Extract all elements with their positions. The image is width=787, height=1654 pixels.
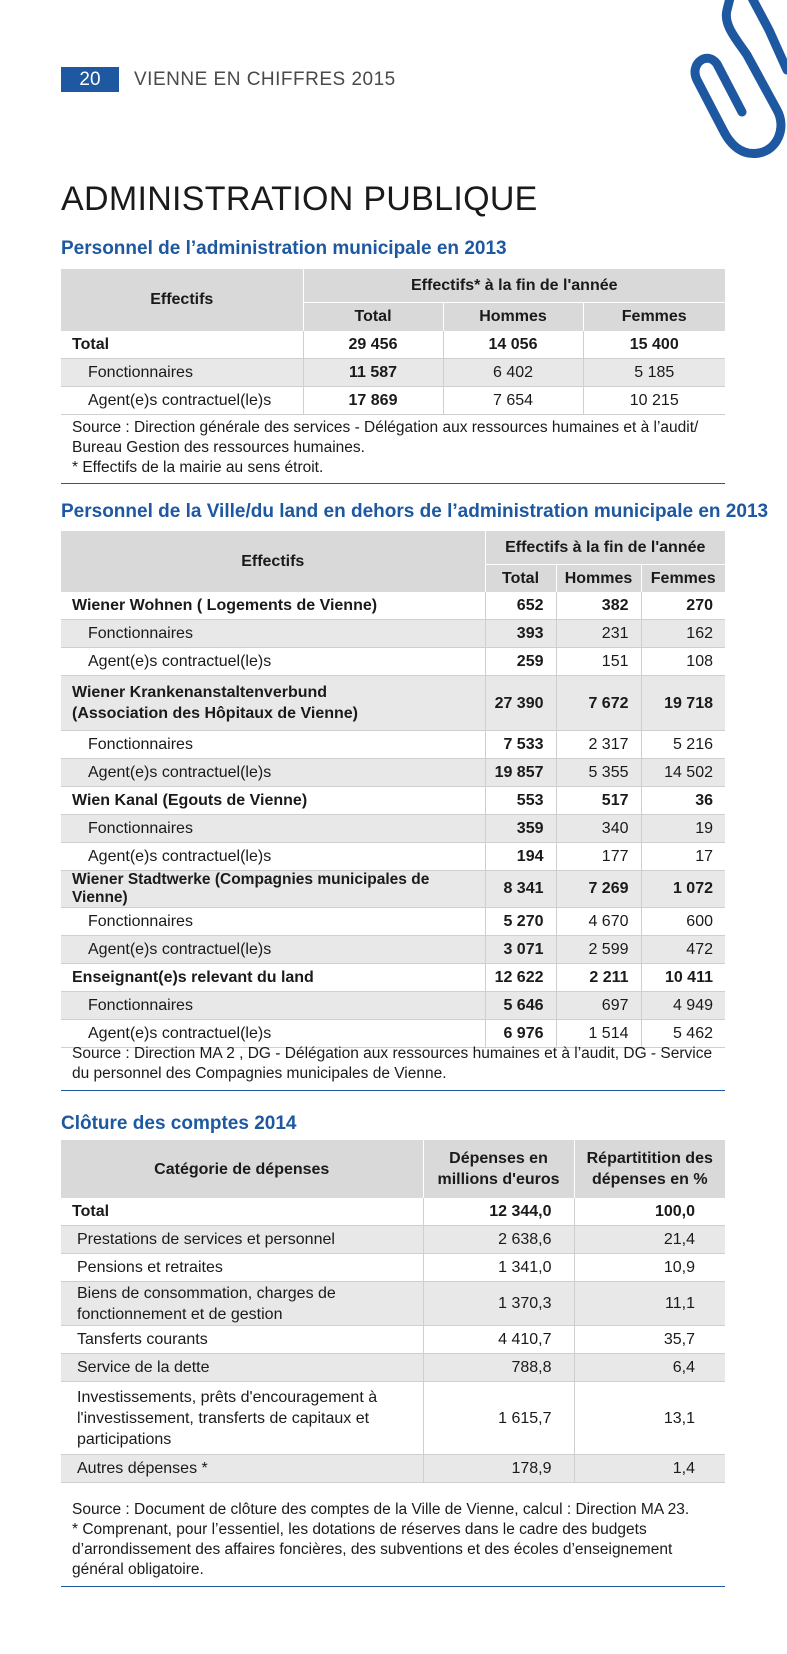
table-row: [61, 871, 725, 908]
cell-hommes: 697: [556, 992, 641, 1020]
row-label-line: Investissements, prêts d'encouragement à: [77, 1388, 378, 1406]
table2-head-group: Effectifs à la fin de l'année: [485, 531, 725, 565]
cell-hommes: 7 672: [556, 676, 641, 731]
page-header: [61, 67, 396, 92]
cell-repartition: 100,0: [574, 1198, 725, 1226]
row-label: Enseignant(e)s relevant du land: [61, 964, 485, 992]
table2-rule: [61, 1090, 725, 1091]
cell-hommes: 14 056: [443, 331, 583, 359]
row-label: Pensions et retraites: [61, 1254, 423, 1282]
paperclip-icon: [627, 0, 787, 165]
row-label: Autres dépenses *: [61, 1455, 423, 1483]
cell-femmes: 14 502: [641, 759, 725, 787]
page-number: 20: [61, 67, 119, 92]
cell-depenses: 178,9: [423, 1455, 574, 1483]
row-label-line: fonctionnement et de gestion: [77, 1305, 283, 1323]
cell-hommes: 2 317: [556, 731, 641, 759]
cell-total: 259: [485, 648, 556, 676]
table2-head-effectifs: Effectifs: [61, 531, 485, 592]
cell-hommes: 151: [556, 648, 641, 676]
source-line: Source : Document de clôture des comptes de la Ville de Vienne, calcul : Direction MA 23.: [72, 1501, 690, 1518]
cell-hommes: 382: [556, 592, 641, 620]
cell-repartition: 13,1: [574, 1382, 725, 1455]
table1-head-effectifs: Effectifs: [61, 269, 303, 331]
cell-total: 194: [485, 843, 556, 871]
source-line: du personnel des Compagnies municipales de Vienne.: [72, 1065, 447, 1082]
table1-rule: [61, 483, 725, 484]
cell-femmes: 17: [641, 843, 725, 871]
footnote: * Comprenant, pour l’essentiel, les dotations de réserves dans le cadre des budgets: [72, 1521, 647, 1538]
table1-col-total: Total: [303, 303, 443, 332]
cell-total: 11 587: [303, 359, 443, 387]
row-label: Agent(e)s contractuel(le)s: [61, 648, 485, 676]
table3-title: Clôture des comptes 2014: [61, 1113, 297, 1134]
cell-depenses: 1 615,7: [423, 1382, 574, 1455]
cell-femmes: 19: [641, 815, 725, 843]
source-line: Source : Direction MA 2 , DG - Délégation aux ressources humaines et à l’audit, DG - Service: [72, 1045, 713, 1062]
cell-repartition: 11,1: [574, 1282, 725, 1326]
cell-femmes: 10 215: [583, 387, 725, 415]
cell-depenses: 1 341,0: [423, 1254, 574, 1282]
table1-source: [72, 418, 698, 478]
table-row: [61, 1282, 725, 1326]
table-row: [61, 992, 725, 1020]
table-row: [61, 620, 725, 648]
table-row: [61, 1455, 725, 1483]
row-label: [61, 1282, 423, 1326]
table-row: [61, 787, 725, 815]
cell-femmes: 270: [641, 592, 725, 620]
cell-depenses: 1 370,3: [423, 1282, 574, 1326]
table-row: [61, 908, 725, 936]
table-row: [61, 843, 725, 871]
table-row: [61, 1198, 725, 1226]
publication-title: VIENNE EN CHIFFRES 2015: [134, 68, 396, 90]
cell-repartition: 10,9: [574, 1254, 725, 1282]
cell-hommes: 517: [556, 787, 641, 815]
head-line: millions d'euros: [437, 1171, 560, 1188]
table-row: [61, 936, 725, 964]
cell-depenses: 2 638,6: [423, 1226, 574, 1254]
row-label: Fonctionnaires: [61, 359, 303, 387]
table-row: [61, 592, 725, 620]
table1-col-hommes: Hommes: [443, 303, 583, 332]
cell-total: 8 341: [485, 871, 556, 908]
cell-total: 652: [485, 592, 556, 620]
table-row: [61, 759, 725, 787]
table1-head-group: Effectifs* à la fin de l'année: [303, 269, 725, 303]
cell-depenses: 4 410,7: [423, 1326, 574, 1354]
cell-total: 12 622: [485, 964, 556, 992]
cell-hommes: 340: [556, 815, 641, 843]
row-label: Wiener Wohnen ( Logements de Vienne): [61, 592, 485, 620]
cell-repartition: 6,4: [574, 1354, 725, 1382]
row-label: Fonctionnaires: [61, 992, 485, 1020]
footnote: * Effectifs de la mairie au sens étroit.: [72, 459, 324, 476]
row-label-line: participations: [77, 1430, 172, 1448]
table3-head-category: Catégorie de dépenses: [61, 1140, 423, 1198]
row-label: [61, 676, 485, 731]
row-label: Agent(e)s contractuel(le)s: [61, 843, 485, 871]
head-line: dépenses en %: [591, 1171, 708, 1188]
cell-total: 17 869: [303, 387, 443, 415]
table-row: [61, 1254, 725, 1282]
table3-head-repartition: [574, 1140, 725, 1198]
cell-total: 5 646: [485, 992, 556, 1020]
cell-hommes: 2 211: [556, 964, 641, 992]
table1-title: Personnel de l’administration municipale en 2013: [61, 238, 507, 259]
cell-femmes: 472: [641, 936, 725, 964]
head-line: Répartitition des: [586, 1150, 713, 1167]
cell-total: 7 533: [485, 731, 556, 759]
source-line: Source : Direction générale des services - Délégation aux ressources humaines et à l’audit/: [72, 419, 699, 436]
cell-hommes: 1 514: [556, 1020, 641, 1048]
row-label: Wiener Stadtwerke (Compagnies municipales de Vienne): [61, 871, 485, 908]
cell-repartition: 1,4: [574, 1455, 725, 1483]
table2-col-hommes: Hommes: [556, 565, 641, 593]
row-label: Wien Kanal (Egouts de Vienne): [61, 787, 485, 815]
source-line: Bureau Gestion des ressources humaines.: [72, 439, 365, 456]
cell-hommes: 2 599: [556, 936, 641, 964]
cell-hommes: 4 670: [556, 908, 641, 936]
table-row: [61, 1226, 725, 1254]
cell-hommes: 5 355: [556, 759, 641, 787]
cell-depenses: 12 344,0: [423, 1198, 574, 1226]
cell-femmes: 1 072: [641, 871, 725, 908]
table-row: [61, 331, 725, 359]
table-row: [61, 1382, 725, 1455]
table-row: [61, 964, 725, 992]
table-row: [61, 648, 725, 676]
table-row: [61, 1354, 725, 1382]
cell-hommes: 231: [556, 620, 641, 648]
cell-repartition: 21,4: [574, 1226, 725, 1254]
table-row: [61, 815, 725, 843]
table-row: [61, 731, 725, 759]
table2: [61, 531, 725, 1048]
row-label: Agent(e)s contractuel(le)s: [61, 387, 303, 415]
cell-total: 19 857: [485, 759, 556, 787]
cell-femmes: 600: [641, 908, 725, 936]
table2-col-femmes: Femmes: [641, 565, 725, 593]
table-row: [61, 676, 725, 731]
cell-total: 553: [485, 787, 556, 815]
cell-femmes: 5 216: [641, 731, 725, 759]
row-label-line: Biens de consommation, charges de: [77, 1284, 336, 1302]
cell-total: 393: [485, 620, 556, 648]
cell-hommes: 177: [556, 843, 641, 871]
row-label: Total: [61, 1198, 423, 1226]
row-label-line: l'investissement, transferts de capitaux et: [77, 1409, 370, 1427]
cell-hommes: 6 402: [443, 359, 583, 387]
cell-femmes: 108: [641, 648, 725, 676]
cell-femmes: 10 411: [641, 964, 725, 992]
row-label: Service de la dette: [61, 1354, 423, 1382]
cell-femmes: 4 949: [641, 992, 725, 1020]
row-label: Tansferts courants: [61, 1326, 423, 1354]
table3-rule: [61, 1586, 725, 1587]
cell-femmes: 15 400: [583, 331, 725, 359]
cell-hommes: 7 654: [443, 387, 583, 415]
section-title: ADMINISTRATION PUBLIQUE: [61, 180, 538, 218]
table-row: [61, 387, 725, 415]
cell-total: 3 071: [485, 936, 556, 964]
row-label: Fonctionnaires: [61, 731, 485, 759]
cell-femmes: 162: [641, 620, 725, 648]
footnote: d’arrondissement des affaires foncières, des subventions et des écoles d’enseignement: [72, 1541, 673, 1558]
cell-femmes: 36: [641, 787, 725, 815]
row-label: [61, 1382, 423, 1455]
row-label: Prestations de services et personnel: [61, 1226, 423, 1254]
row-label: Agent(e)s contractuel(le)s: [61, 759, 485, 787]
head-line: Dépenses en: [449, 1150, 548, 1167]
table1-col-femmes: Femmes: [583, 303, 725, 332]
cell-hommes: 7 269: [556, 871, 641, 908]
table3-head-depenses: [423, 1140, 574, 1198]
table2-title: Personnel de la Ville/du land en dehors de l’administration municipale en 2013: [61, 501, 769, 522]
table3-source: [72, 1500, 689, 1580]
cell-total: 6 976: [485, 1020, 556, 1048]
row-label: Agent(e)s contractuel(le)s: [61, 936, 485, 964]
row-label: Fonctionnaires: [61, 815, 485, 843]
cell-femmes: 19 718: [641, 676, 725, 731]
cell-total: 5 270: [485, 908, 556, 936]
cell-total: 27 390: [485, 676, 556, 731]
cell-repartition: 35,7: [574, 1326, 725, 1354]
cell-depenses: 788,8: [423, 1354, 574, 1382]
row-label: Fonctionnaires: [61, 620, 485, 648]
table2-source: [72, 1044, 712, 1084]
row-label: Agent(e)s contractuel(le)s: [61, 1020, 485, 1048]
footnote: général obligatoire.: [72, 1561, 204, 1578]
row-label-line: (Association des Hôpitaux de Vienne): [72, 705, 358, 722]
table-row: [61, 1326, 725, 1354]
cell-femmes: 5 462: [641, 1020, 725, 1048]
table-row: [61, 359, 725, 387]
cell-total: 359: [485, 815, 556, 843]
cell-total: 29 456: [303, 331, 443, 359]
row-label-line: Wiener Krankenanstaltenverbund: [72, 684, 328, 701]
cell-femmes: 5 185: [583, 359, 725, 387]
table1: [61, 269, 725, 415]
table3: [61, 1140, 725, 1483]
row-label: Fonctionnaires: [61, 908, 485, 936]
table2-col-total: Total: [485, 565, 556, 593]
row-label: Total: [61, 331, 303, 359]
